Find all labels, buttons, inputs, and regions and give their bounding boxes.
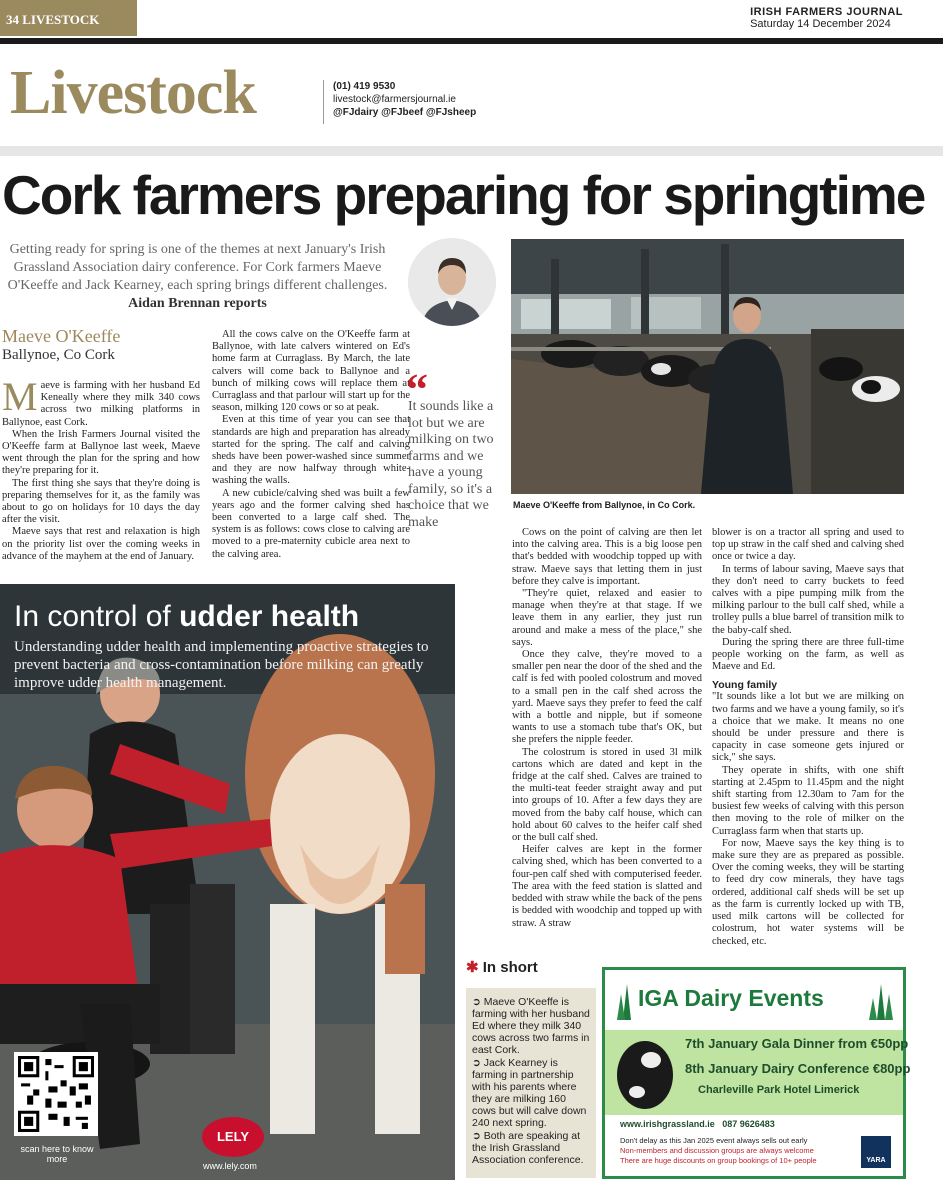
paragraph: When the Irish Farmers Journal visited the O'Keeffe farm at Ballynoe last week, Maeve went through the plan for the spring and how they're preparing for it. — [2, 428, 200, 477]
article-headline: Cork farmers preparing for springtime — [2, 164, 925, 226]
iga-phone: 087 9626483 — [722, 1119, 775, 1129]
header-rule — [0, 38, 943, 44]
qr-code[interactable] — [14, 1052, 98, 1136]
body-column-1 — [2, 374, 200, 563]
standfirst — [0, 241, 395, 313]
iga-event-1: 7th January Gala Dinner from €50pp — [685, 1036, 909, 1051]
photo-caption: Maeve O'Keeffe from Ballynoe, in Co Cork. — [513, 500, 696, 510]
asterisk-icon: ✱ — [466, 959, 479, 976]
section-tab: 34 LIVESTOCK — [0, 0, 137, 36]
paragraph: During the spring there are three full-time people working on the farm, as well as Maeve and Ed. — [712, 636, 904, 673]
lely-logo: LELY — [202, 1117, 264, 1157]
paragraph: For now, Maeve says the key thing is to make sure they are as prepared as possible. Over the coming weeks, they will be starting to feed dry cow minerals, they have tags ordered, additional calf sheds will be set up as the farm is currently locked up with TB, used milk cartons will be collected for colostrum, hot water systems will be checked, etc. — [712, 837, 904, 947]
paragraph: All the cows calve on the O'Keeffe farm at Ballynoe, with late calvers wintered on Ed's home farm at Curraglass. By March, the late calvers will come back to Ballynoe and a bunch of milking cows will replace them at Curraglass and that parlour will start up for the season, milking 120 cows or so at peak. — [212, 329, 410, 414]
subheading: Young family — [712, 679, 778, 692]
iga-website[interactable]: www.irishgrassland.ie — [620, 1119, 715, 1129]
iga-title: IGA Dairy Events — [638, 985, 824, 1011]
section-title: Livestock — [10, 59, 256, 127]
list-item: ➲ Both are speaking at the Irish Grassland Association conference. — [472, 1130, 584, 1166]
contact-block — [333, 80, 476, 119]
paragraph: A new cubicle/calving shed was built a few years ago and the former calving shed has been converted to a large calf shed. The system is as follows: cows close to calving are moved to a pre-maternity cubicle area next to the calving area. — [212, 487, 410, 560]
body-column-2 — [212, 329, 410, 561]
in-short-box — [466, 988, 596, 1178]
lely-url[interactable]: www.lely.com — [203, 1161, 257, 1171]
pull-quote: It sounds like a lot but we are milking on two farms and we have a young family, so it's a choice that we make — [408, 399, 494, 530]
paragraph: blower is on a tractor all spring and used to top up straw in the calf shed and calving shed once or twice a day. — [712, 527, 904, 563]
in-short-heading: ✱ In short — [466, 959, 538, 976]
yara-logo: YARA — [861, 1136, 891, 1168]
iga-contact — [620, 1119, 775, 1129]
publication-name: IRISH FARMERS JOURNAL — [750, 6, 903, 18]
publication-info — [750, 6, 903, 30]
divider — [323, 80, 324, 124]
body-column-3 — [512, 527, 702, 930]
publication-date: Saturday 14 December 2024 — [750, 18, 891, 30]
paragraph: Once they calve, they're moved to a smaller pen near the door of the shed and the calf is fed with pooled colostrum and moved to a small pen in the calf shed across the yard. Maeve says they prefer to feed the calf with a bottle and nipple, but if someone wants to use a stomach tube that's OK, but she prefers the nipple feeder. — [512, 649, 702, 746]
iga-note: Non-members and discussion groups are always welcome — [620, 1146, 814, 1155]
body-column-4 — [712, 527, 904, 948]
paragraph: Maeve says that rest and relaxation is high on the priority list over the coming weeks in advance of the mayhem at the end of January. — [2, 526, 200, 562]
author-credit: Aidan Brennan reports — [128, 296, 267, 311]
author-portrait — [408, 238, 496, 326]
paragraph: Even at this time of year you can see that standards are high and preparation has already started for the spring. The calf and calving sheds have been power-washed since summer and they are now halfway through white-washing the walls. — [212, 414, 410, 487]
standfirst-text: Getting ready for spring is one of the themes at next January's Irish Grassland Association dairy conference. For Cork farmers Maeve O'Keeffe and Jack Kearney, each spring brings different challenges. — [7, 242, 388, 293]
list-item: ➲ Jack Kearney is farming in partnership with his parents where they are milking 160 cows but will calve down 240 next spring. — [472, 1057, 587, 1129]
byline-place: Ballynoe, Co Cork — [2, 347, 115, 363]
paragraph: The colostrum is stored in used 3l milk cartons which are dated and kept in the fridge at the calf shed. Calves are trained to the multi-teat feeder straight away and put into groups of 10. After a few days they are moved from the baby calf house, which can hold about 60 calves to the heifer calf shed or the bull calf shed. — [512, 746, 702, 844]
paragraph: "It sounds like a lot but we are milking on two farms and we have a young family, so it's a choice that we make. It means no one should be under pressure and there is capacity in case someone gets injured or sick," she says. — [712, 691, 904, 764]
iga-venue: Charleville Park Hotel Limerick — [698, 1084, 860, 1096]
ad-title: In control of udder health — [14, 600, 360, 633]
paragraph: "They're quiet, relaxed and easier to manage when they're at that stage. If we leave them in any earlier, they just run around and make a mess of the place," she says. — [512, 588, 702, 648]
byline-name: Maeve O'Keeffe — [2, 326, 121, 346]
iga-notes — [620, 1136, 817, 1166]
contact-email[interactable]: livestock@farmersjournal.ie — [333, 94, 456, 105]
ad-subtitle: Understanding udder health and implementing proactive strategies to prevent bacteria and cross-contamination before milking can greatly improve udder health management. — [14, 639, 429, 691]
section-rule — [0, 146, 943, 156]
iga-event-2: 8th January Dairy Conference €80pp — [685, 1061, 911, 1076]
paragraph: Cows on the point of calving are then let into the calving area. This is a big loose pen that's bedded with woodchip topped up with straw. Maeve says that letting them in just before they calve is important. — [512, 527, 702, 587]
paragraph: In terms of labour saving, Maeve says that they don't need to carry buckets to feed calves with a pipe pumping milk from the milking parlour to the bull calf shed, while a trolley pulls a blue barrel of transition milk to the baby-calf shed. — [712, 563, 904, 636]
contact-socials: @FJdairy @FJbeef @FJsheep — [333, 107, 477, 118]
contact-phone: (01) 419 9530 — [333, 81, 396, 92]
quote-mark-icon: “ — [406, 365, 428, 414]
iga-note: There are huge discounts on group bookings of 10+ people — [620, 1156, 817, 1165]
qr-caption: scan here to know more — [20, 1144, 94, 1164]
paragraph: Heifer calves are kept in the former calving shed, which has been converted to a four-pen calf shed with computerised feeder. The area with the feed station is slatted and bedded with straw while the back of the pens is bedded with woodchip and topped up with straw. A straw — [512, 844, 702, 929]
drop-cap: M — [2, 374, 38, 419]
paragraph: The first thing she says that they're doing is preparing themselves for it, as the family was about to go on holidays for 10 days the day after the visit. — [2, 477, 200, 526]
paragraph: They operate in shifts, with one shift starting at 2.45pm to 11.45pm and the night shift starting from 12.30am to 7am for the busiest few weeks of calving with this person then moving to the role of milker on the Curraglass farm when that starts up. — [712, 764, 904, 837]
barn-photo — [511, 239, 904, 494]
iga-note: Don't delay as this Jan 2025 event always sells out early — [620, 1136, 808, 1145]
list-item: ➲ Maeve O'Keeffe is farming with her husband Ed where they milk 340 cows across two farms in east Cork. — [472, 996, 590, 1056]
paragraph: aeve is farming with her husband Ed Keneally where they milk 340 cows across two milking platforms in Ballynoe, east Cork. — [2, 380, 200, 428]
